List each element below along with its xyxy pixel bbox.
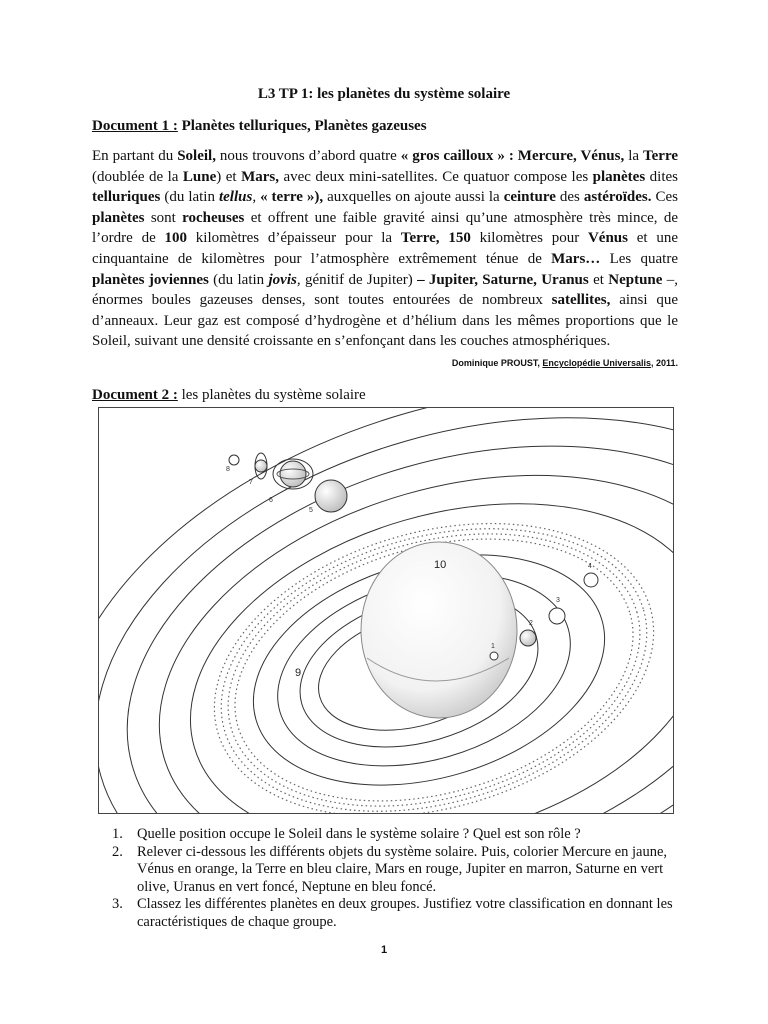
label-5: 5: [309, 507, 313, 514]
document-2-title: les planètes du système solaire: [177, 387, 366, 403]
planet-1: [490, 652, 498, 660]
label-6: 6: [269, 497, 273, 504]
label-9: 9: [295, 667, 302, 679]
page-number: 1: [380, 944, 388, 956]
page-title: L3 TP 1: les planètes du système solaire: [257, 86, 511, 102]
label-3: 3: [556, 597, 560, 604]
planet-4: [584, 573, 598, 587]
document-2-label: Document 2 :: [92, 387, 178, 403]
planet-3: [549, 608, 565, 624]
solar-system-diagram: [99, 408, 673, 813]
planet-2: [520, 630, 536, 646]
citation: Dominique PROUST, Encyclopédie Universalis, 2011.: [451, 358, 678, 368]
label-8: 8: [226, 466, 230, 473]
planet-7-ringed: [255, 453, 267, 479]
planet-5: [315, 480, 347, 512]
planet-8: [229, 455, 239, 465]
solar-system-figure: [98, 407, 674, 814]
label-2: 2: [529, 620, 533, 627]
label-7: 7: [249, 479, 253, 486]
planet-6-ringed: [273, 459, 313, 489]
question-item: 1. Quelle position occupe le Soleil dans le système solaire ? Quel est son rôle ?: [112, 826, 581, 842]
document-1-label: Document 1 :: [92, 118, 178, 134]
label-4: 4: [588, 563, 592, 570]
citation-work: Encyclopédie Universalis: [542, 358, 651, 368]
question-list: [100, 826, 680, 931]
label-1: 1: [491, 643, 495, 650]
document-1-paragraph: En partant du Soleil, nous trouvons d’abord quatre « gros cailloux » : Mercure, Vénus, la Terre (doublée de la Lune) et Mars, avec deux mini-satellites. Ce quatuor compose les planètes dites telluriques (du latin tellus, « terre »), auxquelles on ajoute aussi la ceinture des astéroïdes. Ces planètes sont rocheuses et offrent une faible gravité ainsi qu’une atmosphère très mince, de l’ordre de 100 kilomètres d’épaisseur pour la Terre, 150 kilomètres pour Vénus et une cinquantaine de kilomètres pour l’atmosphère extrêmement ténue de Mars… Les quatre planètes joviennes (du latin jovis, génitif de Jupiter) – Jupiter, Saturne, Uranus et Neptune –, énormes boules gazeuses denses, sont toutes entourées de nombreux satellites, ainsi que d’anneaux. Leur gaz est composé d’hydrogène et d’hélium dans les mêmes proportions que le Soleil, suivant une densité croissante en s’enfonçant dans les couches atmosphériques.: [92, 148, 679, 350]
document-2-heading: [92, 387, 366, 404]
document-1-title: Planètes telluriques, Planètes gazeuses: [177, 118, 427, 134]
document-1-heading: [92, 118, 427, 135]
label-10: 10: [434, 559, 447, 571]
question-item: 3. Classez les différentes planètes en deux groupes. Justifiez votre classification en donnant les caractéristiques de chaque groupe.: [112, 896, 673, 930]
question-item: 2. Relever ci-dessous les différents objets du système solaire. Puis, colorier Mercure en jaune, Vénus en orange, la Terre en bleu claire, Mars en rouge, Jupiter en marron, Saturne en vert olive, Uranus en vert foncé, Neptune en bleu foncé.: [112, 843, 668, 895]
